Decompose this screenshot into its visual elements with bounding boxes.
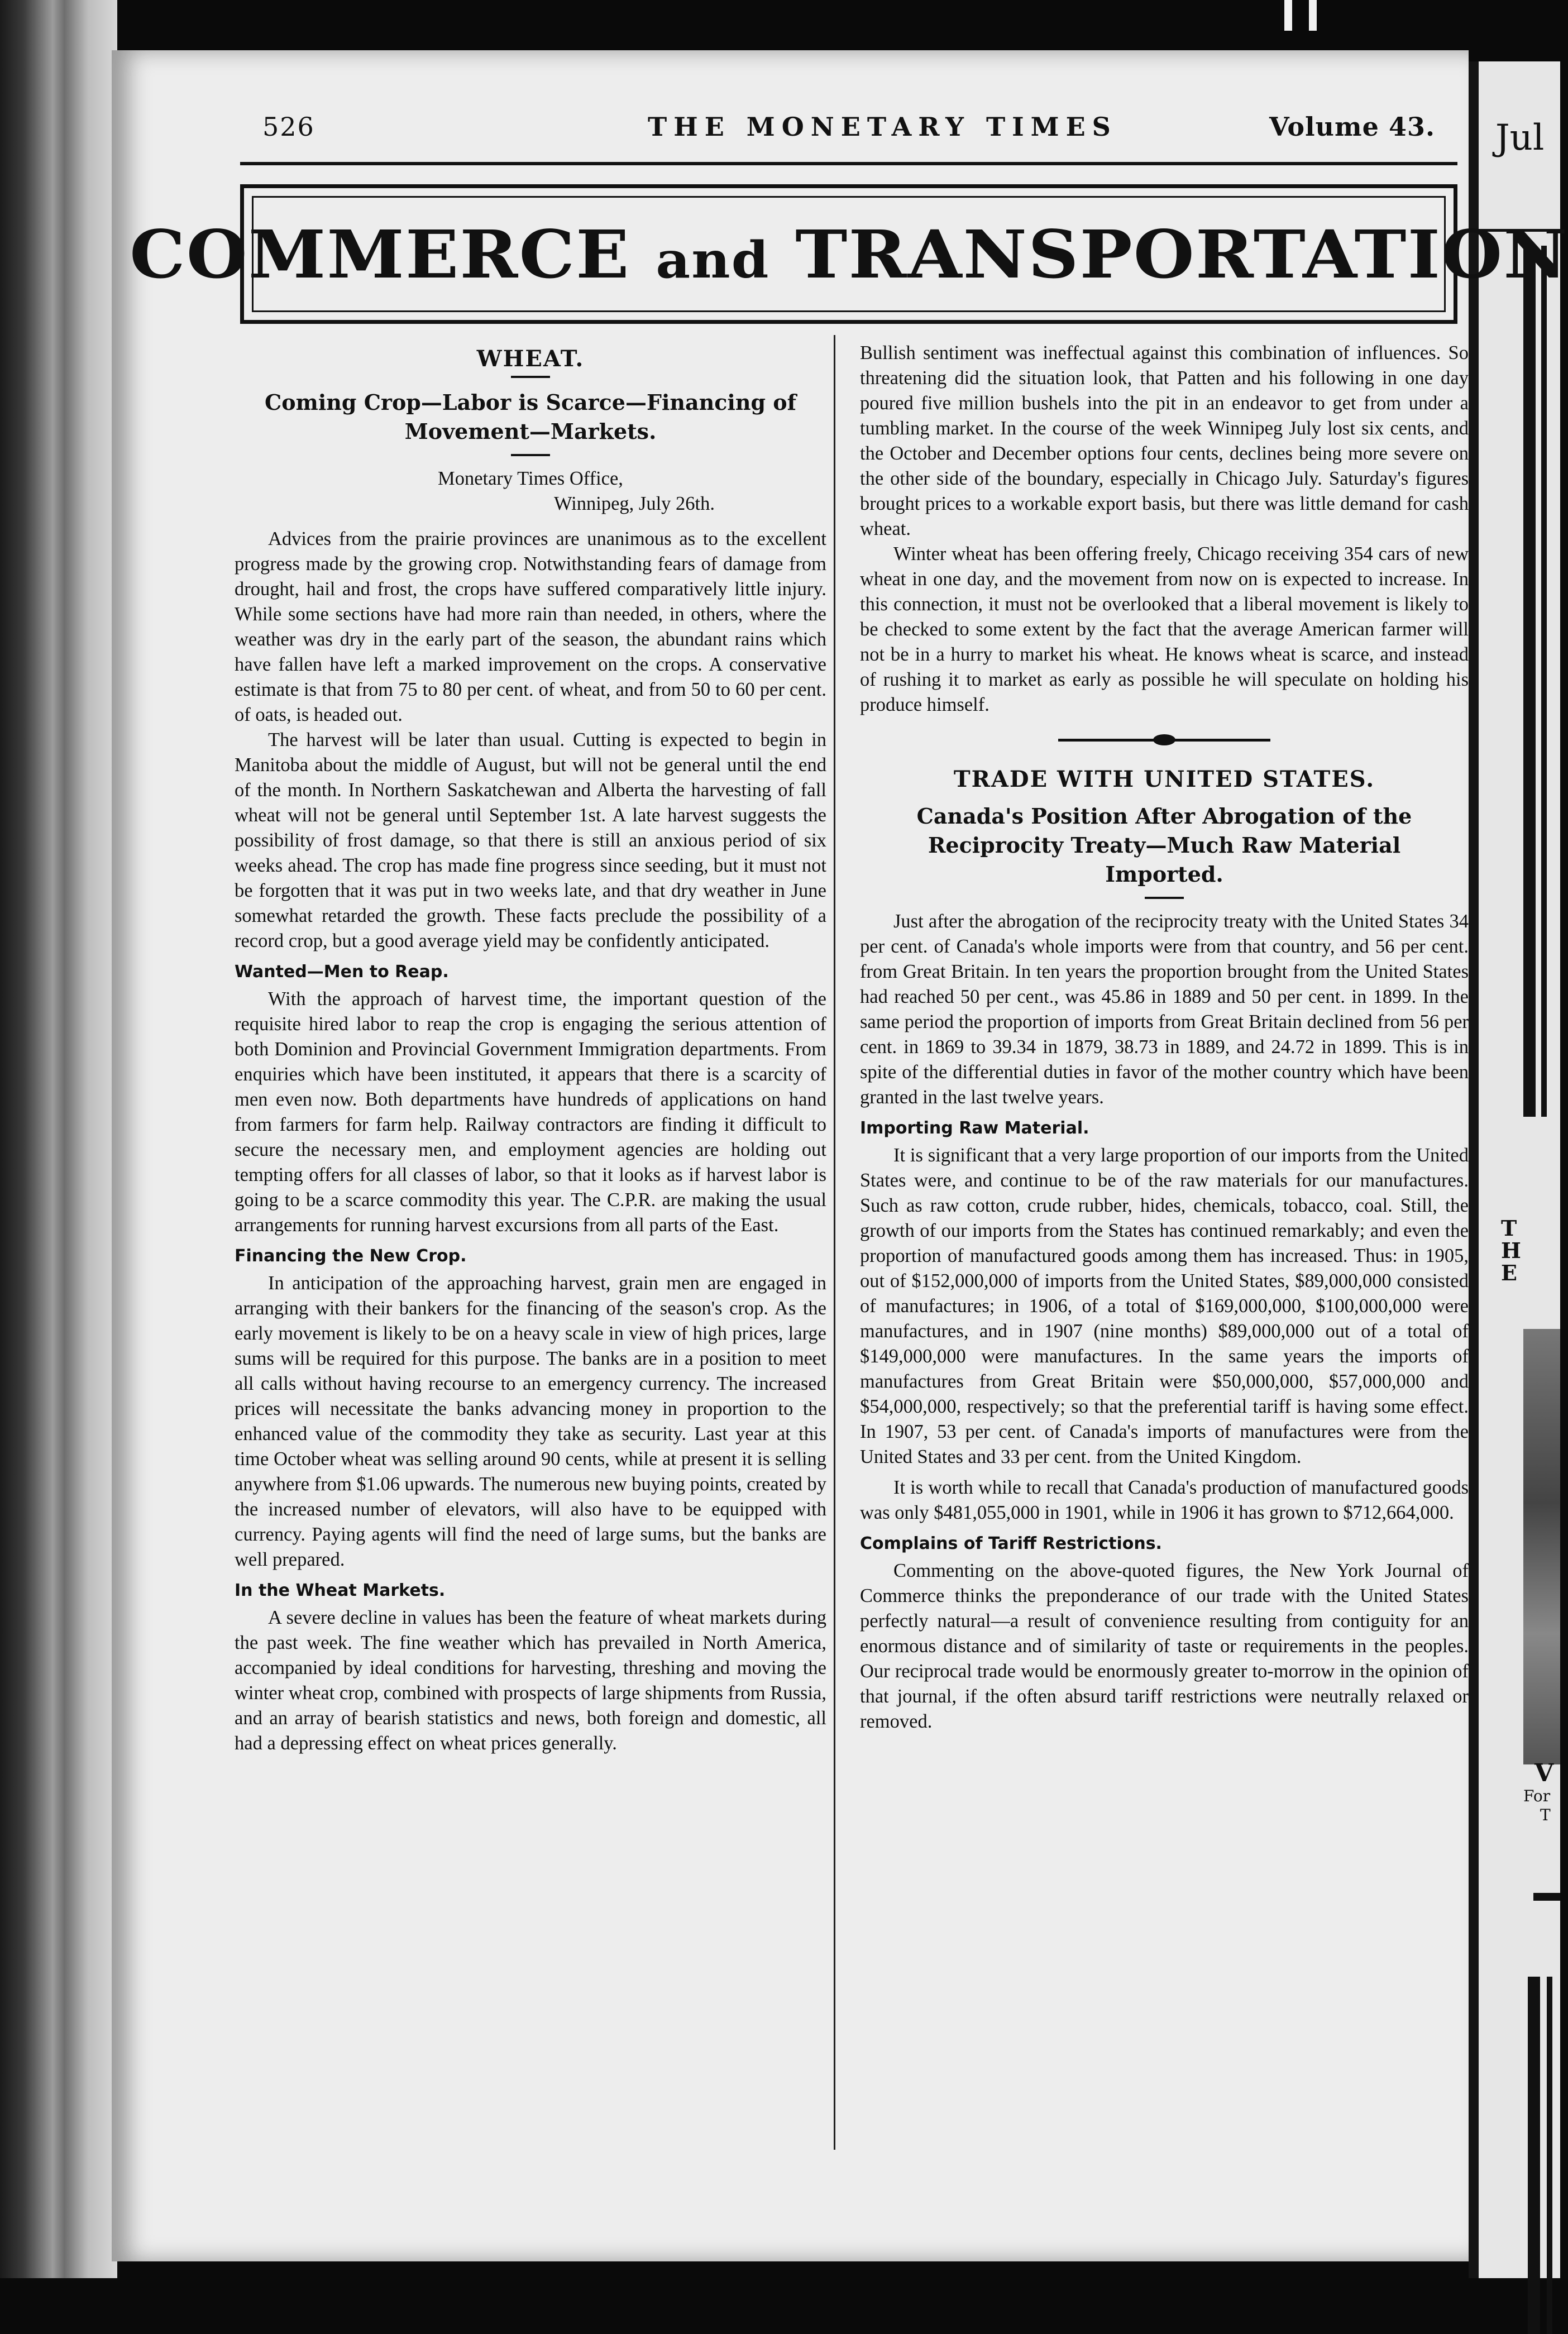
adjacent-rule	[1533, 1893, 1560, 1901]
running-header	[262, 112, 1435, 151]
section-title-and: and	[655, 230, 770, 290]
adjacent-border-bar-thin	[1547, 1977, 1552, 2334]
paragraph: Just after the abrogation of the reciprocity treaty with the United States 34 per cent. of Canada's whole imports were from that country, and 56 per cent. from Great Britain. In ten years the proportion brought from the United States had reached 50 per cent., was 45.86 in 1889 and 50 per cent. in 1899. In the same period the proportion of imports from Great Britain declined from 56 per cent. in 1869 to 39.34 in 1879, 38.73 in 1889, and 24.72 in 1899. This is in spite of the differential duties in favor of the mother country which have been granted in the last twelve years.	[860, 911, 1469, 1108]
adjacent-caption-line: T	[1540, 1806, 1551, 1824]
paragraph: With the approach of harvest time, the important question of the requisite hired labor to reap the crop is engaging the serious attention of both Dominion and Provincial Government Immigration departments. From enquiries which have been instituted, it appears that there is a scarcity of men even now. Both departments have hundreds of applications on hand from farmers for farm help. Railway contractors are finding it difficult to secure the necessary men, and employment agencies are holding out tempting offers for all classes of labor, so that it looks as if harvest labor is going to be a scarce commodity this year. The C.P.R. are making the usual arrangements for running harvest excursions from all parts of the East.	[235, 988, 826, 1236]
paragraph: In anticipation of the approaching harvest, grain men are engaged in arranging with their bankers for the financing of the season's crop. As the early movement is likely to be on a heavy scale in view of high prices, large sums will be required for this purpose. The banks are in a position to meet all calls without having recourse to an emergency currency. The increased prices will necessitate the banks advancing money in proportion to the enhanced value of the commodity they take as security. Last year at this time October wheat was selling around 90 cents, while at present it is selling anywhere from $1.06 upwards. The numerous new buying points, created by the increased number of elevators, will also have to be equipped with currency. Paying agents will find the need of large sums, but the banks are well prepared.	[235, 1273, 826, 1570]
section-title-word: TRANSPORTATION	[795, 215, 1568, 293]
paragraph: Commenting on the above-quoted figures, the New York Journal of Commerce thinks the preponderance of our trade with the United States perfectly natural—a result of convenience resulting from contiguity for an enormous distance and of similarity of taste or requirements in the peoples. Our reciprocal trade would be enormously greater to-morrow in the opinion of that journal, if the often absurd tariff restrictions were neutrally relaxed or removed.	[860, 1560, 1469, 1732]
paragraph: Bullish sentiment was ineffectual against this combination of influences. So threatening did the situation look, that Patten and his following in one day poured five million bushels into the pit in an endeavor to get from under a tumbling market. In the course of the week Winnipeg July lost six cents, and the October and December options four cents, declines being more severe on the other side of the boundary, especially in Chicago July. Saturday's figures brought prices to a workable export basis, but there was little demand for cash wheat.	[860, 342, 1469, 539]
short-rule	[511, 454, 550, 456]
section-ornament	[1058, 733, 1270, 747]
section-banner	[129, 184, 1568, 324]
dateline-date: Winnipeg, July 26th.	[553, 493, 715, 514]
adjacent-caption	[1523, 1787, 1551, 1825]
adjacent-border-bar	[1523, 246, 1536, 1117]
short-rule	[1145, 897, 1184, 899]
adjacent-border-bar	[1528, 1977, 1540, 2334]
section-title-word: COMMERCE	[129, 215, 630, 293]
article-heading: WHEAT.	[476, 346, 585, 372]
publication-title: THE MONETARY TIMES	[648, 112, 1117, 142]
adjacent-side-letters: T H E	[1501, 1216, 1521, 1285]
side-heading: Financing the New Crop.	[235, 1246, 467, 1266]
volume-label: Volume 43.	[1269, 112, 1435, 142]
binding-shadow	[0, 0, 117, 2278]
adjacent-caption-letter: V	[1534, 1759, 1554, 1787]
adjacent-header-fragment: Jul	[1495, 117, 1545, 159]
paragraph: It is significant that a very large proportion of our imports from the United States were, and continue to be of the raw materials for our manufactures. Such as raw cotton, crude rubber, hides, chemicals, tobacco, coal. Still, the growth of our imports from the States has continued remarkably; and even the proportion of manufactured goods among them has increased. Thus: in 1905, out of $152,000,000 of imports from the United States, $89,000,000 consisted of manufactures; in 1906, of a total of $169,000,000, $100,000,000 were manufactures, and in 1907 (nine months) $89,000,000 out of a total of $149,000,000 were manufactures. In the same years the imports of manufactures from Great Britain were $50,000,000, $57,000,000 and $54,000,000, respectively; so that the preferential tariff is having some effect. In 1907, 53 per cent. of Canada's imports of manufactures were from the United States and 33 per cent. from the United Kingdom.	[860, 1145, 1469, 1467]
paragraph: Advices from the prairie provinces are unanimous as to the excellent progress made by the growing crop. Notwithstanding fears of damage from drought, hail and frost, the crops have suffered comparatively little injury. While some sections have had more rain than needed, in others, where the weather was dry in the early part of the season, the abundant rains which have fallen have left a marked improvement on the crops. A conservative estimate is that from 75 to 80 per cent. of wheat, and from 50 to 60 per cent. of oats, is headed out.	[235, 528, 826, 725]
header-rule	[240, 162, 1457, 165]
section-title	[130, 216, 1568, 293]
page-number: 526	[262, 112, 315, 142]
adjacent-photo	[1523, 1329, 1560, 1764]
article-subheading: Canada's Position After Abrogation of the Reciprocity Treaty—Much Raw Material Imported.	[916, 803, 1412, 887]
film-marks	[1284, 0, 1333, 34]
section-banner-inner-border	[129, 196, 1568, 312]
adjacent-page-edge	[1469, 61, 1560, 2278]
short-rule	[511, 376, 550, 378]
paragraph: It is worth while to recall that Canada's production of manufactured goods was only $481,055,000 in 1901, while in 1906 it has grown to $712,664,000.	[860, 1477, 1469, 1523]
side-heading: Importing Raw Material.	[860, 1118, 1089, 1138]
column-rule	[834, 335, 835, 2150]
right-column	[860, 341, 1469, 1734]
side-heading: Complains of Tariff Restrictions.	[860, 1534, 1162, 1553]
paragraph: Winter wheat has been offering freely, Chicago receiving 354 cars of new wheat in one day, and the movement from now on is expected to increase. In this connection, it must not be overlooked that a liberal movement is likely to be checked to some extent by the fact that the average American farmer will not be in a hurry to market his wheat. He knows wheat is scarce, and instead of rushing it to market as early as possible he will speculate on holding his produce himself.	[860, 543, 1469, 715]
ornament-dot	[1153, 734, 1175, 745]
side-heading: In the Wheat Markets.	[235, 1581, 446, 1600]
article-subheading: Coming Crop—Labor is Scarce—Financing of Movement—Markets.	[265, 390, 796, 444]
paragraph: A severe decline in values has been the feature of wheat markets during the past week. The fine weather which has prevailed in North America, accompanied by ideal conditions for harvesting, threshing and moving the winter wheat crop, combined with prospects of large shipments from Russia, and an array of bearish statistics and news, both foreign and domestic, all had a depressing effect on wheat prices generally.	[235, 1607, 826, 1754]
article-heading: TRADE WITH UNITED STATES.	[953, 766, 1375, 792]
paragraph: The harvest will be later than usual. Cutting is expected to begin in Manitoba about the middle of August, but will not be general until the end of the month. In Northern Saskatchewan and Alberta the harvesting of fall wheat will not be general until September 1st. A late harvest suggests the possibility of frost damage, so that there is still an anxious period of six weeks ahead. The crop has made fine progress since seeding, but it must not be forgotten that it was put in two weeks late, and that dry weather in June somewhat retarded the growth. These facts preclude the possibility of a record crop, but a good average yield may be confidently anticipated.	[235, 729, 826, 951]
side-heading: Wanted—Men to Reap.	[235, 962, 449, 982]
adjacent-border-bar-thin	[1541, 246, 1547, 1117]
left-column	[235, 341, 826, 1756]
dateline-office: Monetary Times Office,	[438, 468, 623, 489]
adjacent-caption-line: For	[1523, 1787, 1551, 1805]
